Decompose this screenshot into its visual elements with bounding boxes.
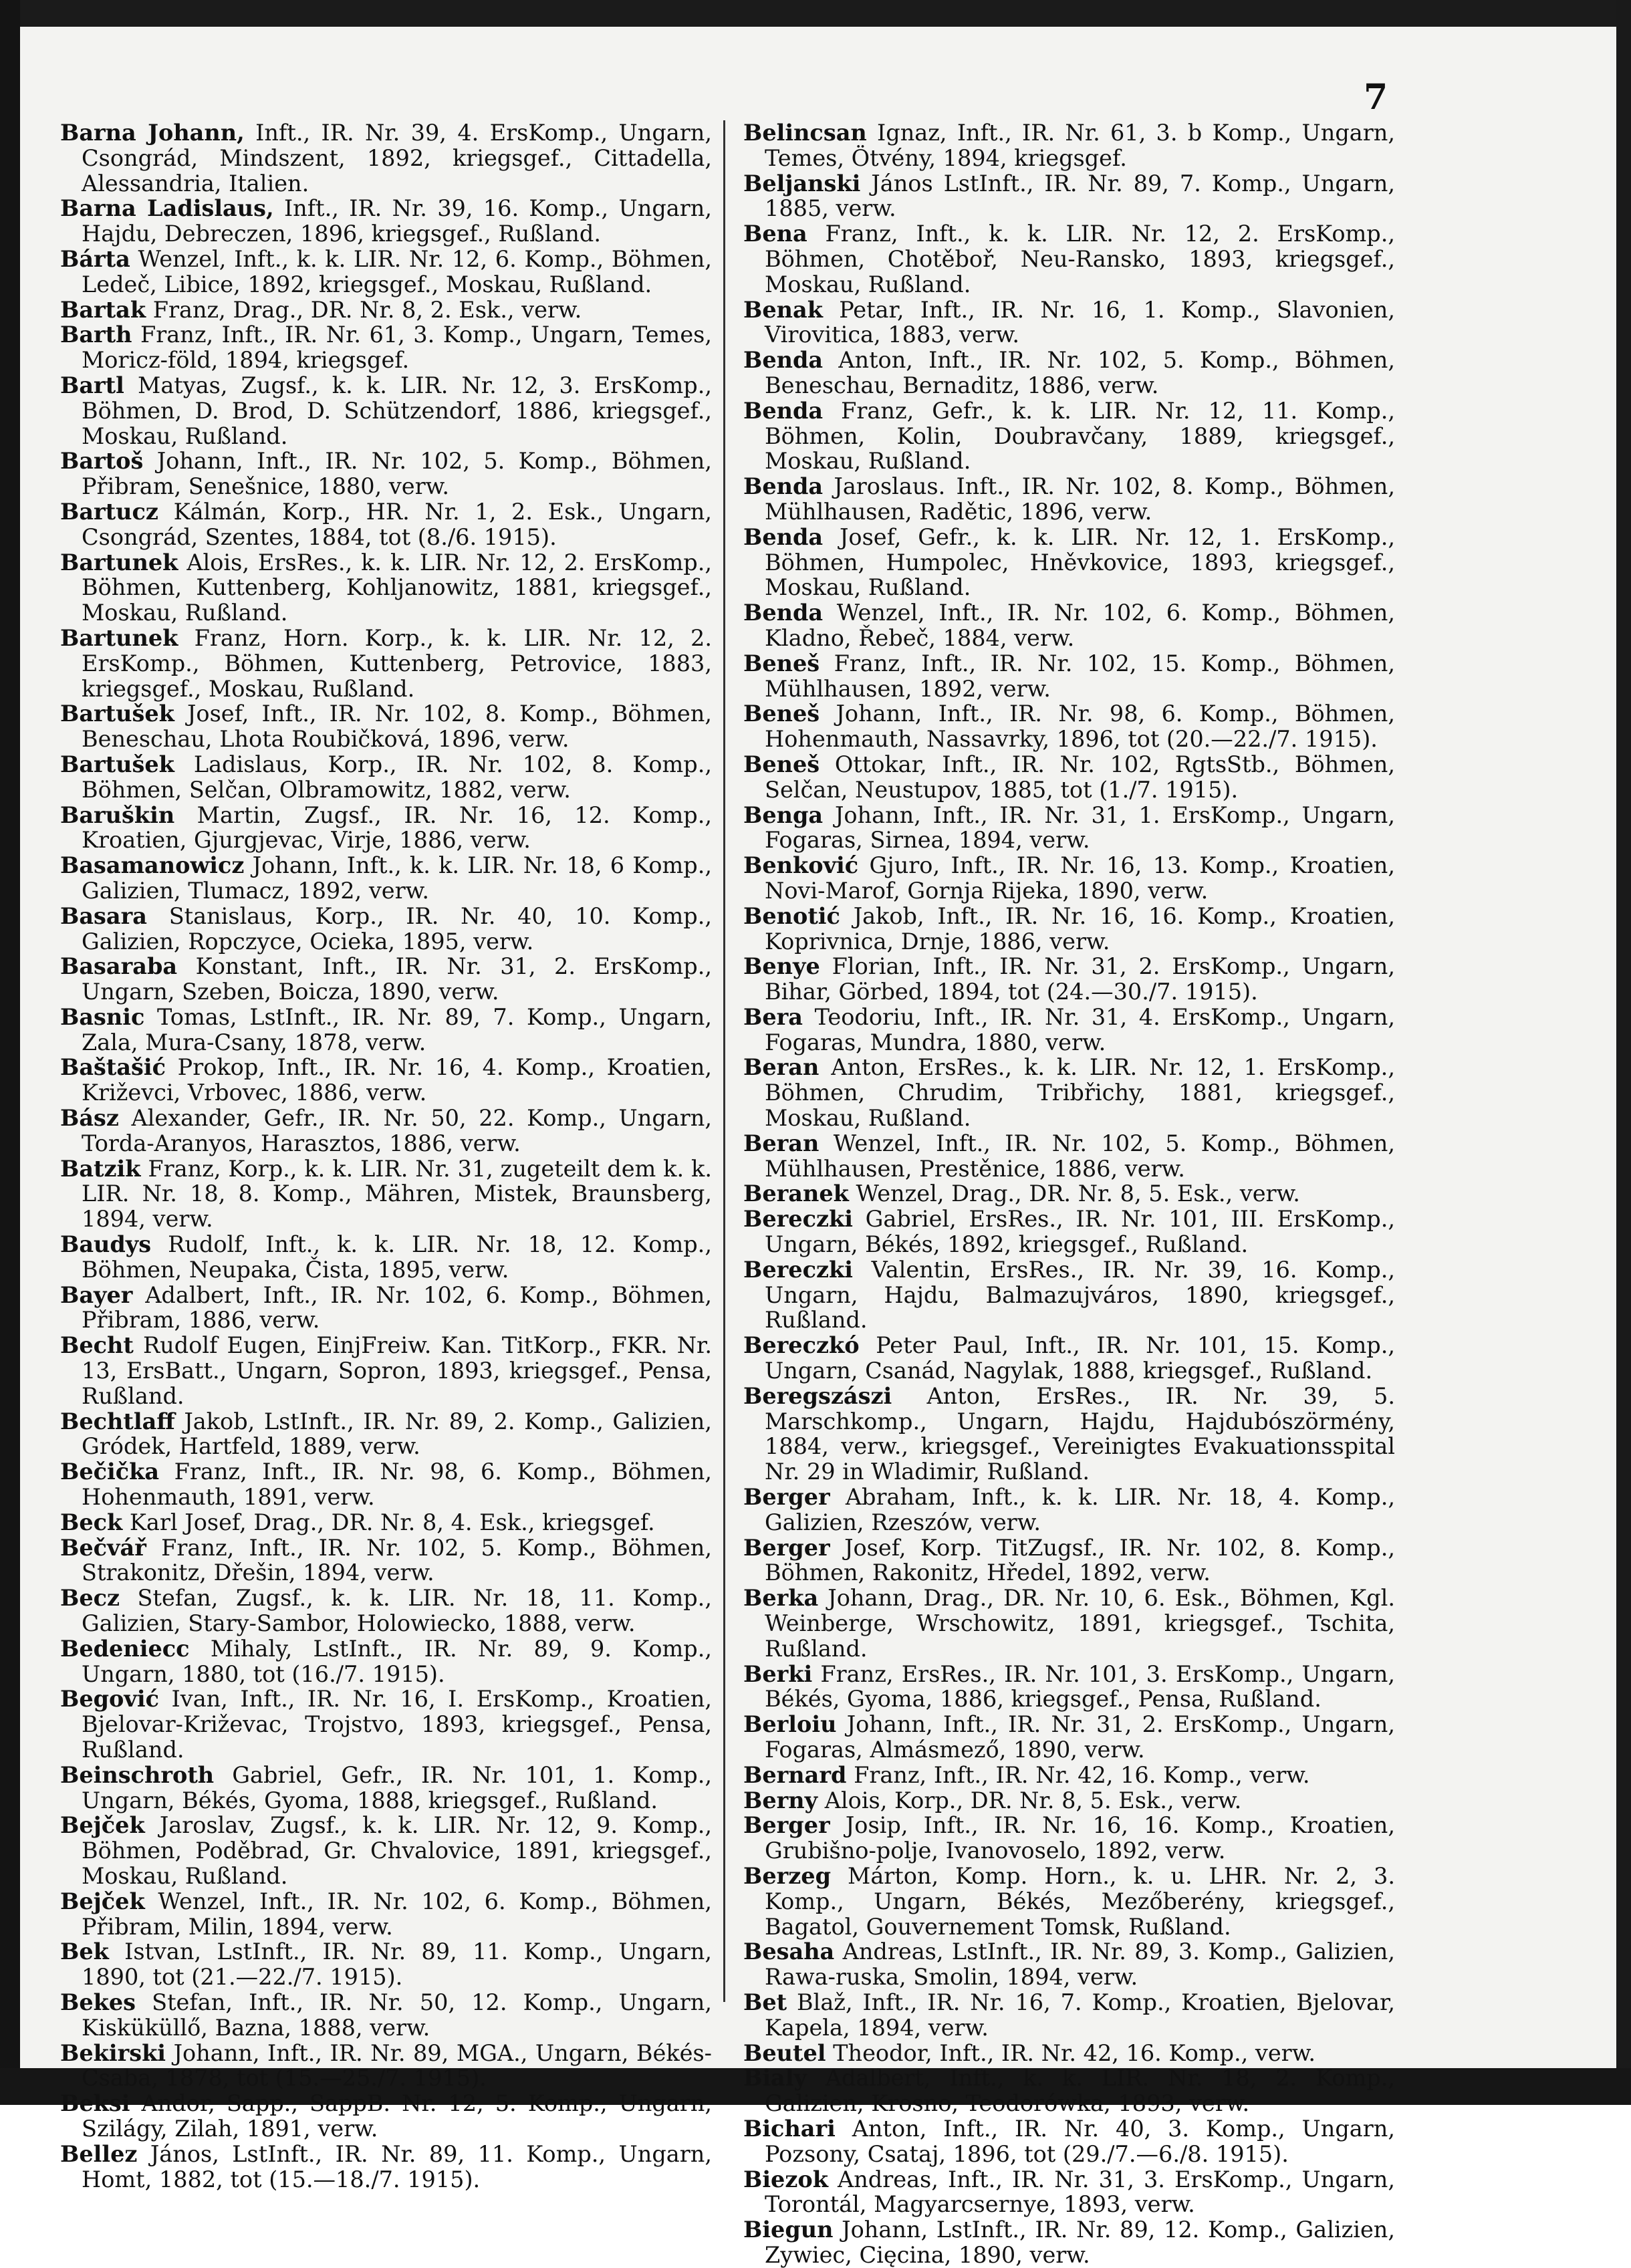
entry-surname: Bekirski [60,2039,166,2066]
entry-surname: Berger [743,1484,830,1511]
list-entry [743,803,1395,854]
entry-details: Adalbert, Inft., k. k. LIR. Nr. 18, 2. Komp., Galizien, Krosno, Teodorówka, 1893, verw. [765,2065,1395,2117]
list-entry [743,171,1395,222]
entry-surname: Bet [743,1989,787,2015]
entry-details: Josef, Gefr., k. k. LIR. Nr. 12, 1. ErsKomp., Böhmen, Humpolec, Hněvkovice, 1893, kriegsgef., Moskau, Rußland. [765,523,1395,601]
entry-surname: Bek [60,1938,109,1965]
entry-surname: Bejček [60,1888,145,1914]
entry-details: Josef, Inft., IR. Nr. 102, 8. Komp., Böhmen, Beneschau, Lhota Roubičková, 1896, verw. [82,701,712,753]
entry-details: Franz, Inft., IR. Nr. 42, 16. Komp., verw. [854,1761,1310,1788]
entry-details: Gjuro, Inft., IR. Nr. 16, 13. Komp., Kroatien, Novi-Marof, Gornja Rijeka, 1890, verw. [765,852,1395,904]
entry-surname: Bereczkó [743,1332,860,1359]
entry-surname: Batzik [60,1155,141,1182]
scan-edge-left [0,0,20,2105]
entry-surname: Baruškin [60,801,175,828]
entry-surname: Bernard [743,1761,847,1788]
entry-details: Franz, Inft., IR. Nr. 102, 15. Komp., Böhmen, Mühlhausen, 1892, verw. [765,650,1396,702]
list-entry [60,297,712,323]
entry-surname: Beksi [60,2090,130,2117]
entry-surname: Benda [743,473,824,500]
list-entry [743,1763,1395,1788]
entry-surname: Berny [743,1787,818,1813]
entry-details: Wenzel, Inft., IR. Nr. 102, 6. Komp., Böhmen, Přibram, Milin, 1894, verw. [82,1888,712,1940]
entry-surname: Bász [60,1105,119,1132]
entry-details: Johann, Inft., IR. Nr. 31, 1. ErsKomp., Ungarn, Fogaras, Sirnea, 1894, verw. [765,801,1395,854]
entry-surname: Beneš [743,751,820,777]
entry-surname: Beran [743,1130,820,1156]
list-entry [60,373,712,449]
entry-surname: Begović [60,1686,159,1713]
list-entry [60,322,712,373]
entry-details: Gabriel, Gefr., IR. Nr. 101, 1. Komp., Ungarn, Békés, Gyoma, 1888, kriegsgef., Rußland. [82,1761,713,1813]
list-entry [743,1005,1395,1055]
list-entry [743,651,1395,702]
list-entry [743,1485,1395,1535]
entry-details: Josip, Inft., IR. Nr. 16, 16. Komp., Kroatien, Grubišno-polje, Ivanovoselo, 1892, verw. [765,1812,1395,1864]
entry-details: Johann, Drag., DR. Nr. 10, 6. Esk., Böhmen, Kgl. Weinberge, Wrschowitz, 1891, kriegsgef., Tschita, Rußland. [765,1585,1395,1662]
entry-surname: Basamanowicz [60,852,245,879]
list-entry [60,2091,712,2142]
list-entry [743,1939,1395,1990]
entry-details: Florian, Inft., IR. Nr. 31, 2. ErsKomp., Ungarn, Bihar, Görbed, 1894, tot (24.—30./7. 1915). [765,953,1396,1005]
list-entry [743,2167,1395,2218]
entry-details: Anton, ErsRes., IR. Nr. 39, 5. Marschkomp., Ungarn, Hajdu, Hajdubószörmény, 1884, verw., kriegsgef., Vereinigtes Evakuationsspital Nr. 29 in Wladimir, Rußland. [765,1382,1396,1485]
list-entry [60,120,712,196]
entry-surname: Bellez [60,2140,138,2167]
entry-details: Adalbert, Inft., IR. Nr. 102, 6. Komp., Böhmen, Přibram, 1886, verw. [82,1281,712,1334]
list-entry [60,449,712,499]
entry-details: Jakob, Inft., IR. Nr. 16, 16. Komp., Kroatien, Koprivnica, Drnje, 1886, verw. [765,902,1395,955]
entry-details: Theodor, Inft., IR. Nr. 42, 16. Komp., verw. [833,2039,1316,2066]
entry-details: Franz, Inft., IR. Nr. 61, 3. Komp., Ungarn, Temes, Moricz-föld, 1894, kriegsgef. [82,322,712,374]
entry-details: Ignaz, Inft., IR. Nr. 61, 3. b Komp., Ungarn, Temes, Ötvény, 1894, kriegsgef. [765,120,1395,171]
list-entry [743,1662,1395,1713]
entry-surname: Bečvář [60,1534,146,1561]
entry-details: Wenzel, Inft., IR. Nr. 102, 5. Komp., Böhmen, Mühlhausen, Prestěnice, 1886, verw. [765,1130,1395,1182]
entry-surname: Basaraba [60,953,178,980]
entry-details: Franz, Inft., IR. Nr. 98, 6. Komp., Böhmen, Hohenmauth, 1891, verw. [82,1459,712,1511]
entry-details: Andreas, Inft., IR. Nr. 31, 3. ErsKomp., Ungarn, Torontál, Magyarcsernye, 1893, verw. [765,2166,1395,2218]
list-entry [743,904,1395,955]
column-divider [723,120,725,2002]
entry-surname: Bereczki [743,1256,853,1283]
list-entry [60,2041,712,2092]
entry-details: Stefan, Zugsf., k. k. LIR. Nr. 18, 11. Komp., Galizien, Stary-Sambor, Holowiecko, 1888, verw. [82,1585,712,1637]
list-entry [743,1181,1395,1207]
list-entry [743,348,1395,398]
list-entry [743,2041,1395,2066]
entry-surname: Baštašić [60,1054,166,1081]
entry-surname: Berger [743,1812,830,1839]
entry-details: Franz, Inft., k. k. LIR. Nr. 12, 2. ErsKomp., Böhmen, Chotěboř, Neu-Ransko, 1893, kriegsgef., Moskau, Rußland. [765,221,1395,297]
entry-details: Stanislaus, Korp., IR. Nr. 40, 10. Komp., Galizien, Ropczyce, Ocieka, 1895, verw. [82,902,713,955]
entry-surname: Bena [743,221,807,247]
entry-surname: Bartak [60,296,146,323]
list-entry [743,1813,1395,1864]
entry-details: Ladislaus, Korp., IR. Nr. 102, 8. Komp., Böhmen, Selčan, Olbramowitz, 1882, verw. [82,751,712,803]
entry-details: János, LstInft., IR. Nr. 89, 11. Komp., Ungarn, Homt, 1882, tot (15.—18./7. 1915). [82,2140,712,2192]
entry-details: Konstant, Inft., IR. Nr. 31, 2. ErsKomp., Ungarn, Szeben, Boicza, 1890, verw. [82,953,712,1005]
entry-surname: Bereczki [743,1206,853,1233]
list-entry [60,1333,712,1408]
list-entry [743,1864,1395,1939]
entry-details: Franz, ErsRes., IR. Nr. 101, 3. ErsKomp., Ungarn, Békés, Gyoma, 1886, kriegsgef., Pensa, Rußland. [765,1660,1395,1713]
list-entry [60,1813,712,1888]
entry-surname: Bejček [60,1812,145,1839]
entry-details: Gabriel, ErsRes., IR. Nr. 101, III. ErsKomp., Ungarn, Békés, 1892, kriegsgef., Rußland. [765,1206,1395,1258]
entry-details: Johann, Inft., IR. Nr. 98, 6. Komp., Böhmen, Hohenmauth, Nassavrky, 1896, tot (20.—22./7. 1915). [765,701,1395,753]
list-entry [743,2116,1395,2167]
entry-details: Johann, Inft., IR. Nr. 89, MGA., Ungarn, Békés-Csaba, 1878, tot (15.—25./7. 1915). [82,2039,712,2092]
entry-surname: Bedeniecc [60,1635,190,1662]
entry-details: Franz, Drag., DR. Nr. 8, 2. Esk., verw. [152,296,582,323]
list-entry [60,1459,712,1510]
list-entry [60,1283,712,1334]
list-entry [743,398,1395,474]
entry-details: Franz, Gefr., k. k. LIR. Nr. 12, 11. Komp., Böhmen, Kolin, Doubravčany, 1889, kriegsgef., Moskau, Rußland. [765,397,1395,475]
entry-details: Wenzel, Drag., DR. Nr. 8, 5. Esk., verw. [856,1180,1300,1207]
list-entry [743,1207,1395,1257]
entry-details: Andreas, LstInft., IR. Nr. 89, 3. Komp., Galizien, Rawa-ruska, Smolin, 1894, verw. [765,1938,1395,1991]
list-entry [743,1586,1395,1661]
entry-surname: Benga [743,801,824,828]
entry-surname: Belincsan [743,120,867,146]
entry-surname: Bechtlaff [60,1408,175,1434]
entry-details: Anton, ErsRes., k. k. LIR. Nr. 12, 1. ErsKomp., Böhmen, Chrudim, Tribřichy, 1881, kriegsgef., Moskau, Rußland. [765,1054,1395,1132]
entry-surname: Beinschroth [60,1761,215,1788]
entry-details: Wenzel, Inft., IR. Nr. 102, 6. Komp., Böhmen, Kladno, Řebeč, 1884, verw. [765,600,1395,651]
list-entry [60,1686,712,1762]
entry-details: Jakob, LstInft., IR. Nr. 89, 2. Komp., Galizien, Gródek, Hartfeld, 1889, verw. [82,1408,712,1460]
list-entry [60,1055,712,1106]
entry-details: Istvan, LstInft., IR. Nr. 89, 11. Komp., Ungarn, 1890, tot (21.—22./7. 1915). [82,1938,712,1991]
entry-details: Teodoriu, Inft., IR. Nr. 31, 4. ErsKomp., Ungarn, Fogaras, Mundra, 1880, verw. [765,1003,1395,1055]
list-entry [60,499,712,550]
entry-details: János LstInft., IR. Nr. 89, 7. Komp., Ungarn, 1885, verw. [765,170,1395,222]
list-entry [743,853,1395,904]
entry-details: Blaž, Inft., IR. Nr. 16, 7. Komp., Kroatien, Bjelovar, Kapela, 1894, verw. [765,1989,1395,2041]
entry-surname: Bayer [60,1281,133,1308]
entry-surname: Bichari [743,2115,836,2142]
entry-details: Tomas, LstInft., IR. Nr. 89, 7. Komp., Ungarn, Zala, Mura-Csany, 1878, verw. [82,1003,712,1055]
list-entry [60,1156,712,1232]
list-entry [60,1889,712,1940]
entry-surname: Biegun [743,2217,834,2243]
list-entry [60,1106,712,1156]
entry-surname: Benotić [743,902,840,929]
entry-surname: Bartucz [60,498,158,525]
entry-details: Alexander, Gefr., IR. Nr. 50, 22. Komp., Ungarn, Torda-Aranyos, Harasztos, 1886, verw. [82,1105,712,1156]
entry-surname: Berki [743,1660,813,1687]
entry-surname: Bartunek [60,549,178,576]
entry-details: Jaroslaus. Inft., IR. Nr. 102, 8. Komp., Böhmen, Mühlhausen, Radětic, 1896, verw. [765,473,1395,525]
left-column [60,120,712,2192]
entry-details: Alois, ErsRes., k. k. LIR. Nr. 12, 2. ErsKomp., Böhmen, Kuttenberg, Kohljanowitz, 1881, kriegsgef., Moskau, Rußland. [82,549,712,626]
list-entry [743,701,1395,752]
entry-surname: Benković [743,852,859,879]
entry-surname: Beljanski [743,170,861,197]
entry-surname: Barna Johann, [60,120,245,146]
entry-details: Stefan, Inft., IR. Nr. 50, 12. Komp., Ungarn, Kisküküllő, Bazna, 1888, verw. [82,1989,712,2041]
entry-surname: Berger [743,1534,830,1561]
list-entry [743,1535,1395,1586]
list-entry [743,474,1395,525]
entry-details: Johann, Inft., IR. Nr. 102, 5. Komp., Böhmen, Přibram, Senešnice, 1880, verw. [82,448,712,500]
list-entry [743,2217,1395,2268]
list-entry [60,1232,712,1283]
entry-surname: Bartušek [60,701,174,727]
list-entry [743,525,1395,600]
entry-surname: Becht [60,1332,134,1359]
list-entry [60,954,712,1005]
list-entry [743,1788,1395,1813]
entry-details: Valentin, ErsRes., IR. Nr. 39, 16. Komp., Ungarn, Hajdu, Balmazujváros, 1890, kriegsgef., Rußland. [765,1256,1395,1334]
list-entry [743,600,1395,651]
entry-surname: Bartušek [60,751,174,777]
entry-details: Rudolf Eugen, EinjFreiw. Kan. TitKorp., FKR. Nr. 13, ErsBatt., Ungarn, Sopron, 1893, kriegsgef., Pensa, Rußland. [82,1332,713,1409]
entry-surname: Beran [743,1054,820,1081]
entry-details: Mihaly, LstInft., IR. Nr. 89, 9. Komp., Ungarn, 1880, tot (16./7. 1915). [82,1635,712,1687]
entry-details: Anton, Inft., IR. Nr. 40, 3. Komp., Ungarn, Pozsony, Csataj, 1896, tot (29./7.—6./8. 1915). [765,2115,1395,2167]
list-entry [743,1257,1395,1333]
list-entry [60,752,712,803]
entry-details: Johann, Inft., IR. Nr. 31, 2. ErsKomp., Ungarn, Fogaras, Almásmező, 1890, verw. [765,1711,1395,1763]
entry-details: Franz, Horn. Korp., k. k. LIR. Nr. 12, 2. ErsKomp., Böhmen, Kuttenberg, Petrovice, 1883, kriegsgef., Moskau, Rußland. [82,624,712,702]
list-entry [60,1535,712,1586]
entry-surname: Bera [743,1003,803,1030]
list-entry [743,1384,1395,1485]
list-entry [60,1636,712,1687]
page-number: 7 [1364,77,1388,118]
entry-surname: Basnic [60,1003,145,1030]
entry-surname: Bečička [60,1459,160,1485]
entry-details: Martin, Zugsf., IR. Nr. 16, 12. Komp., Kroatien, Gjurgjevac, Virje, 1886, verw. [82,801,712,854]
list-entry [743,752,1395,803]
entry-surname: Beregszászi [743,1382,892,1409]
entry-details: Wenzel, Inft., k. k. LIR. Nr. 12, 6. Komp., Böhmen, Ledeč, Libice, 1892, kriegsgef., Moskau, Rußland. [82,245,712,297]
entry-surname: Bárta [60,245,130,272]
list-entry [743,1333,1395,1384]
entry-surname: Beutel [743,2039,826,2066]
entry-details: Peter Paul, Inft., IR. Nr. 101, 15. Komp., Ungarn, Csanád, Nagylak, 1888, kriegsgef., Rußland. [765,1332,1396,1384]
list-entry [743,1055,1395,1130]
entry-details: Ivan, Inft., IR. Nr. 16, I. ErsKomp., Kroatien, Bjelovar-Križevac, Trojstvo, 1893, kriegsgef., Pensa, Rußland. [82,1686,712,1763]
entry-surname: Berloiu [743,1711,837,1738]
entry-details: Márton, Komp. Horn., k. u. LHR. Nr. 2, 3. Komp., Ungarn, Békés, Mezőberény, kriegsgef., Bagatol, Gouvernement Tomsk, Rußland. [765,1862,1395,1940]
list-entry [743,1131,1395,1182]
entry-surname: Becz [60,1585,120,1612]
list-entry [743,2065,1395,2116]
entry-surname: Bekes [60,1989,136,2015]
entry-details: Josef, Korp. TitZugsf., IR. Nr. 102, 8. Komp., Böhmen, Rakonitz, Hředel, 1892, verw. [765,1534,1395,1586]
entry-surname: Bialy [743,2065,807,2092]
list-entry [60,1939,712,1990]
entry-surname: Benak [743,296,823,323]
list-entry [743,120,1395,171]
entry-surname: Beneš [743,701,820,727]
list-entry [60,1990,712,2041]
entry-surname: Biezok [743,2166,828,2192]
list-entry [60,196,712,247]
list-entry [60,1510,712,1535]
entry-surname: Beranek [743,1180,849,1207]
entry-surname: Benda [743,600,824,626]
list-entry [743,954,1395,1005]
list-entry [60,2142,712,2192]
right-column [743,120,1395,2268]
entry-details: Franz, Korp., k. k. LIR. Nr. 31, zugeteilt dem k. k. LIR. Nr. 18, 8. Komp., Mähren, Mistek, Braunsberg, 1894, verw. [82,1155,712,1233]
entry-details: Jaroslav, Zugsf., k. k. LIR. Nr. 12, 9. Komp., Böhmen, Poděbrad, Gr. Chvalovice, 1891, kriegsgef., Moskau, Rußland. [82,1812,712,1889]
entry-surname: Berka [743,1585,819,1612]
entry-details: Inft., IR. Nr. 39, 4. ErsKomp., Ungarn, Csongrád, Mindszent, 1892, kriegsgef., Cittadella, Alessandria, Italien. [82,120,712,197]
entry-details: Rudolf, Inft., k. k. LIR. Nr. 18, 12. Komp., Böhmen, Neupaka, Čista, 1895, verw. [82,1231,712,1283]
entry-surname: Barth [60,322,132,348]
entry-surname: Benda [743,347,824,374]
entry-surname: Benda [743,397,824,424]
entry-details: Ottokar, Inft., IR. Nr. 102, RgtsStb., Böhmen, Selčan, Neustupov, 1885, tot (1./7. 1915). [765,751,1396,803]
entry-surname: Besaha [743,1938,835,1965]
entry-details: Franz, Inft., IR. Nr. 102, 5. Komp., Böhmen, Strakonitz, Dřešin, 1894, verw. [82,1534,713,1586]
entry-details: Abraham, Inft., k. k. LIR. Nr. 18, 4. Komp., Galizien, Rzeszów, verw. [765,1484,1396,1535]
list-entry [743,1990,1395,2041]
entry-details: Prokop, Inft., IR. Nr. 16, 4. Komp., Kroatien, Križevci, Vrbovec, 1886, verw. [82,1054,712,1106]
scan-edge-top [0,0,1631,27]
entry-details: Inft., IR. Nr. 39, 16. Komp., Ungarn, Hajdu, Debreczen, 1896, kriegsgef., Rußland. [82,195,712,247]
list-entry [743,297,1395,348]
entry-surname: Basara [60,902,147,929]
entry-surname: Barna Ladislaus, [60,195,274,222]
entry-surname: Beck [60,1509,123,1535]
list-entry [60,803,712,854]
scan-edge-right [1616,0,1631,2105]
entry-surname: Bartunek [60,624,178,651]
list-entry [60,550,712,626]
list-entry [743,1712,1395,1763]
entry-surname: Beneš [743,650,820,676]
entry-surname: Bartoš [60,448,144,475]
list-entry [60,1409,712,1460]
entry-surname: Benye [743,953,820,980]
list-entry [60,904,712,955]
entry-details: Anton, Inft., IR. Nr. 102, 5. Komp., Böhmen, Beneschau, Bernaditz, 1886, verw. [765,347,1395,398]
list-entry [60,1586,712,1636]
entry-details: Petar, Inft., IR. Nr. 16, 1. Komp., Slavonien, Virovitica, 1883, verw. [765,296,1395,348]
list-entry [60,701,712,752]
entry-surname: Bartl [60,372,124,398]
list-entry [743,221,1395,297]
entry-details: Kálmán, Korp., HR. Nr. 1, 2. Esk., Ungarn, Csongrád, Szentes, 1884, tot (8./6. 1915). [82,498,712,550]
list-entry [60,247,712,297]
list-entry [60,853,712,904]
entry-details: Alois, Korp., DR. Nr. 8, 5. Esk., verw. [824,1787,1242,1813]
entry-surname: Baudys [60,1231,152,1258]
entry-details: Matyas, Zugsf., k. k. LIR. Nr. 12, 3. ErsKomp., Böhmen, D. Brod, D. Schützendorf, 1886, kriegsgef., Moskau, Rußland. [82,372,712,449]
entry-surname: Berzeg [743,1862,832,1889]
entry-surname: Benda [743,523,824,550]
entry-details: Johann, LstInft., IR. Nr. 89, 12. Komp., Galizien, Zywiec, Cięcina, 1890, verw. [765,2217,1395,2268]
entry-details: Johann, Inft., k. k. LIR. Nr. 18, 6 Komp., Galizien, Tlumacz, 1892, verw. [82,852,712,904]
list-entry [60,1005,712,1055]
list-entry [60,626,712,701]
entry-details: Karl Josef, Drag., DR. Nr. 8, 4. Esk., kriegsgef. [129,1509,655,1535]
list-entry [60,1763,712,1813]
entry-details: Andor, Sapp., SappB. Nr. 12, 5. Komp., Ungarn, Szilágy, Zilah, 1891, verw. [82,2090,712,2142]
